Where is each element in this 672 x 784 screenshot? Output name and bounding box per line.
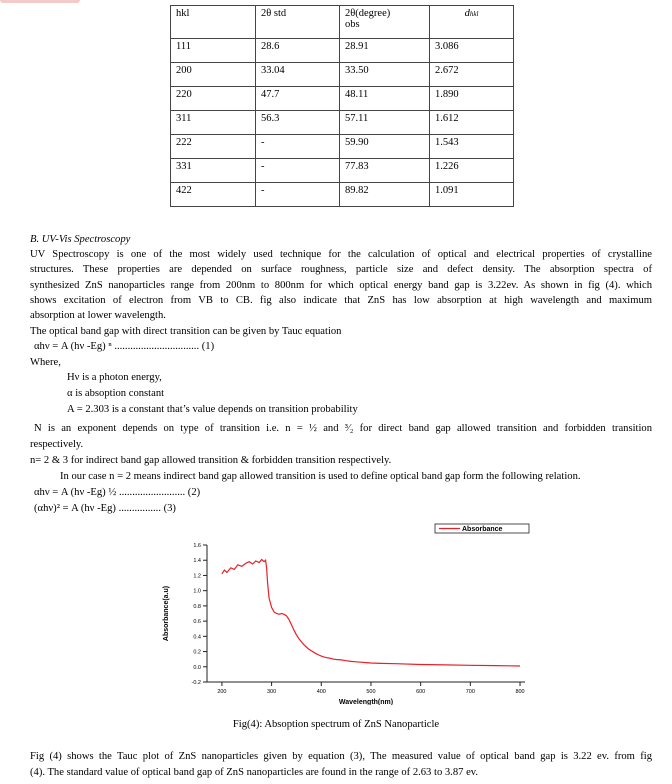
table-cell: 28.91 xyxy=(340,39,430,63)
table-cell: - xyxy=(256,135,340,159)
y-tick-label: -0.2 xyxy=(191,680,201,686)
y-tick-label: 1.2 xyxy=(193,573,201,580)
table-row xyxy=(171,39,514,63)
equation-1: αhν = A (hν -Eg) ⁿ ................................ (1) xyxy=(34,341,215,352)
y-tick-label: 0.0 xyxy=(193,664,201,671)
definition-photon-energy: Hν is a photon energy, xyxy=(67,372,162,383)
table-cell: 1.226 xyxy=(430,159,514,183)
definition-absorption-constant: α is absoption constant xyxy=(67,388,165,399)
y-axis-title: Absorbance(a.u) xyxy=(163,585,170,642)
equation-2: αhν = A (hν -Eg) ½ ......................... (2) xyxy=(34,487,201,498)
y-tick-label: 1.4 xyxy=(193,558,201,565)
y-tick-label: 0.8 xyxy=(193,603,201,610)
table-header-row xyxy=(171,6,514,39)
table-row xyxy=(171,87,514,111)
table-cell: 47.7 xyxy=(256,87,340,111)
definition-constant-a: A = 2.303 is a constant that’s value depends on transition probability xyxy=(67,404,358,415)
header-hkl: hkl xyxy=(171,6,256,39)
para1-line5: absorption at lower wavelength. xyxy=(30,310,166,321)
header-d: d xyxy=(464,8,470,19)
tauc-intro: The optical band gap with direct transition can be given by Tauc equation xyxy=(30,326,342,337)
table-cell: 89.82 xyxy=(340,183,430,207)
para1-line2: structures. These properties are depended on surface roughness, particle size and defect density. The absorption spectra of xyxy=(30,264,652,275)
n-exponent-line1: N is an exponent depends on type of transition i.e. n = ½ and ³⁄₂ for direct band gap allowed transition and forbidden transition xyxy=(34,423,652,434)
x-tick-label: 200 xyxy=(217,689,227,695)
para1-line1: UV Spectroscopy is one of the most widely used technique for the calculation of optical and electrical properties of crystalline xyxy=(30,249,652,260)
where-label: Where, xyxy=(30,357,61,368)
header-dhkl xyxy=(430,6,514,39)
table-row xyxy=(171,63,514,87)
header-d-sub: hkl xyxy=(469,10,479,18)
table-cell: 48.11 xyxy=(340,87,430,111)
x-tick-label: 300 xyxy=(267,689,277,695)
table-cell: 77.83 xyxy=(340,159,430,183)
header-obs-line1: 2θ(degree) xyxy=(345,8,391,19)
table-row xyxy=(171,135,514,159)
hkl-table xyxy=(170,5,514,207)
case-statement: In our case n = 2 means indirect band gap allowed transition is used to define optical band gap form the following relation. xyxy=(60,471,581,482)
table-row xyxy=(171,183,514,207)
header-2theta-std: 2θ std xyxy=(256,6,340,39)
table-cell: 220 xyxy=(171,87,256,111)
table-cell: 1.890 xyxy=(430,87,514,111)
y-tick-label: 0.2 xyxy=(193,649,201,656)
table-cell: 311 xyxy=(171,111,256,135)
table-cell: 33.50 xyxy=(340,63,430,87)
table-row xyxy=(171,111,514,135)
x-axis-title: Wavelength(nm) xyxy=(338,699,394,705)
y-tick-label: 0.6 xyxy=(193,619,201,626)
table-cell: 33.04 xyxy=(256,63,340,87)
y-tick-label: 1.6 xyxy=(193,543,201,549)
n-exponent-line2: respectively. xyxy=(30,439,84,450)
table-cell: 200 xyxy=(171,63,256,87)
table-cell: 56.3 xyxy=(256,111,340,135)
table-cell: 331 xyxy=(171,159,256,183)
y-tick-label: 1.0 xyxy=(193,588,201,595)
table-cell: 3.086 xyxy=(430,39,514,63)
table-cell: 2.672 xyxy=(430,63,514,87)
equation-3: (αhν)² = A (hν -Eg) ................ (3) xyxy=(34,503,176,514)
x-tick-label: 700 xyxy=(465,689,475,695)
table-body xyxy=(171,39,514,207)
header-obs-line2: obs xyxy=(345,19,360,30)
para2-line1: Fig (4) shows the Tauc plot of ZnS nanoparticles given by equation (3), The measured value of optical band gap is 3.22 ev. from fig xyxy=(30,751,652,762)
x-tick-label: 600 xyxy=(416,689,426,695)
table-cell: 1.091 xyxy=(430,183,514,207)
figure-caption: Fig(4): Absoption spectrum of ZnS Nanoparticle xyxy=(232,719,440,730)
table-row xyxy=(171,159,514,183)
table-cell: 422 xyxy=(171,183,256,207)
x-tick-label: 500 xyxy=(366,689,376,695)
absorbance-series-line xyxy=(222,560,520,667)
table-cell: - xyxy=(256,183,340,207)
header-2theta-obs xyxy=(340,6,430,39)
x-tick-label: 400 xyxy=(316,689,326,695)
table-cell: 1.612 xyxy=(430,111,514,135)
journal-logo-fragment xyxy=(0,0,80,3)
y-tick-label: 0.4 xyxy=(193,634,201,641)
para1-line4: shows excitation of electron from VB to CB. fig also indicate that ZnS has low absorption at high wavelength and maximum xyxy=(30,295,652,306)
x-tick-label: 800 xyxy=(515,689,525,695)
table-cell: 1.543 xyxy=(430,135,514,159)
table-cell: 57.11 xyxy=(340,111,430,135)
table-cell: 28.6 xyxy=(256,39,340,63)
n-exponent-line3: n= 2 & 3 for indirect band gap allowed transition & forbidden transition respectively. xyxy=(30,455,392,466)
table-cell: 111 xyxy=(171,39,256,63)
table-cell: - xyxy=(256,159,340,183)
legend-label: Absorbance xyxy=(462,526,503,533)
para2-line2: (4). The standard value of optical band gap of ZnS nanoparticles are found in the range of 2.63 to 3.87 ev. xyxy=(30,767,479,778)
absorbance-chart xyxy=(155,520,535,705)
section-heading: B. UV-Vis Spectroscopy xyxy=(30,234,131,245)
table-cell: 59.90 xyxy=(340,135,430,159)
table-cell: 222 xyxy=(171,135,256,159)
para1-line3: synthesized ZnS nanoparticles range from 200nm to 800nm for which optical energy band gap is 3.22ev. As shown in fig (4). which xyxy=(30,280,652,291)
